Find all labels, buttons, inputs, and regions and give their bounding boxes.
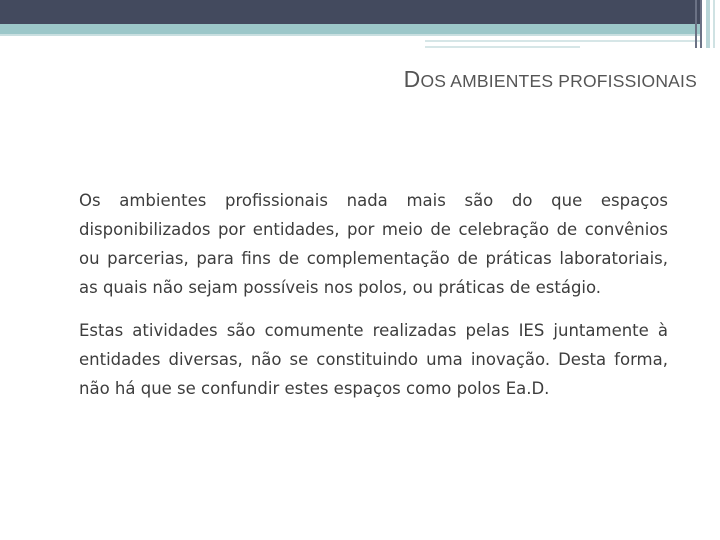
header-line-2 xyxy=(425,40,702,42)
header-line-3 xyxy=(425,46,580,48)
paragraph-2: Estas atividades são comumente realizadas pelas IES juntamente à entidades diversas, não se constituindo uma inovação. Desta forma, não há que se confundir estes espaços como polos Ea.D. xyxy=(79,321,668,398)
slide-title xyxy=(404,58,697,95)
slide-title-rest: OS AMBIENTES PROFISSIONAIS xyxy=(420,71,697,91)
decor-vertical-bar-3 xyxy=(706,0,710,48)
header-band-dark xyxy=(0,0,702,24)
slide-content xyxy=(79,186,668,417)
paragraph-1: Os ambientes profissionais nada mais são do que espaços disponibilizados por entidades, por meio de celebração de convênios ou parcerias, para fins de complementação de práticas laboratoriais, as quais não sejam possíveis nos polos, ou práticas de estágio. xyxy=(79,191,668,297)
decor-vertical-bar-4 xyxy=(713,0,715,48)
decor-vertical-bar-1 xyxy=(695,0,697,48)
slide-title-first-letter: D xyxy=(403,66,421,92)
header-line-1 xyxy=(0,34,702,36)
decor-vertical-bar-2 xyxy=(700,0,702,48)
header-band-teal xyxy=(0,24,702,34)
